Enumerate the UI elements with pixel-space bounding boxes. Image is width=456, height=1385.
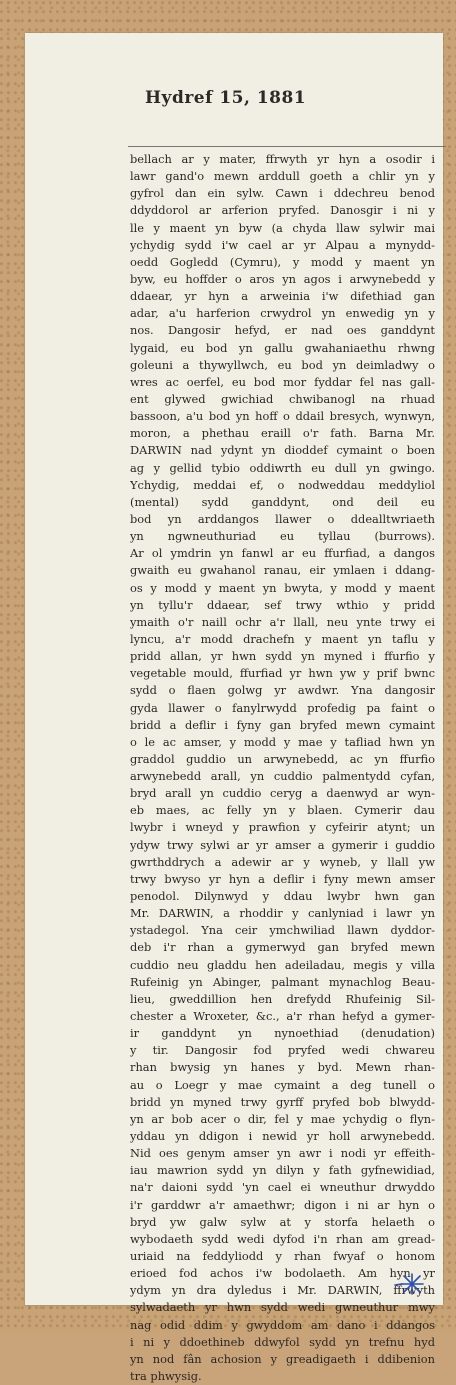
article-line: lle y maent yn byw (a chyda llaw sylwir mai [130, 220, 435, 235]
article-line: lawr gand'o mewn arddull goeth a chlir yn y [130, 169, 435, 184]
article-line: graddol guddio un arwynebedd, ac yn ffurfio [130, 751, 435, 766]
article-line: i'r garddwr a'r amaethwr; digon i ni ar hyn o [130, 1197, 435, 1212]
article-line: bridd yn myned trwy gyrff pryfed bob blwydd- [130, 1094, 435, 1109]
article-line: ddaear, yr hyn a arweinia i'w difethiad gan [130, 289, 435, 304]
article-line: yddau yn ddigon i newid yr holl arwynebedd. [130, 1129, 435, 1144]
article-line: moron, a phethau eraill o'r fath. Barna Mr. [130, 426, 435, 441]
article-line: ymaith o'r naill ochr a'r llall, neu ynte trwy ei [130, 614, 435, 629]
article-line: oedd Gogledd (Cymru), y modd y maent yn [130, 254, 435, 269]
article-line: arwynebedd arall, yn cuddio palmentydd cyfan, [130, 769, 435, 784]
article-line: deb i'r rhan a gymerwyd gan bryfed mewn [130, 940, 435, 955]
article-line: Nid oes genym amser yn awr i nodi yr effeith- [130, 1146, 435, 1161]
article-line: Ychydig, meddai ef, o nodweddau meddyliol [130, 477, 435, 492]
article-line: lieu, gweddillion hen drefydd Rhufeinig Sil- [130, 991, 435, 1006]
article-line: yn tyllu'r ddaear, sef trwy wthio y pridd [130, 597, 435, 612]
article-line: cuddio neu gladdu hen adeiladau, megis y villa [130, 957, 435, 972]
article-line: sylwadaeth yr hwn sydd wedi gwneuthur mwy [130, 1300, 435, 1315]
article-line: Ar ol ymdrin yn fanwl ar eu ffurfiad, a dangos [130, 546, 435, 561]
article-line: ddyddorol ar arferion pryfed. Danosgir i ni y [130, 203, 435, 218]
article-line: ychydig sydd i'w cael ar yr Alpau a mynydd- [130, 237, 435, 252]
article-line: chester a Wroxeter, &c., a'r rhan hefyd a gymer- [130, 1009, 435, 1024]
article-line: gwaith eu gwahanol ranau, eir ymlaen i ddang- [130, 563, 435, 578]
article-line: ag y gellid tybio oddiwrth eu dull yn gwingo. [130, 460, 435, 475]
article-line: bridd a deflir i fyny gan bryfed mewn cymaint [130, 717, 435, 732]
article-line: iau mawrion sydd yn dilyn y fath gyfnewidiad, [130, 1163, 435, 1178]
article-line: bryd yw galw sylw at y storfa helaeth o [130, 1214, 435, 1229]
article-line: gyfrol dan ein sylw. Cawn i ddechreu benod [130, 186, 435, 201]
article-line: penodol. Dilynwyd y ddau lwybr hwn gan [130, 889, 435, 904]
article-line: (mental) sydd ganddynt, ond deil eu [130, 494, 435, 509]
article-line: lwybr i wneyd y prawfion y cyfeirir atynt; un [130, 820, 435, 835]
article-line: ystadegol. Yna ceir ymchwiliad llawn dyddor- [130, 923, 435, 938]
article-line: erioed fod achos i'w bodolaeth. Am hyn yr [130, 1266, 435, 1281]
article-line: bassoon, a'u bod yn hoff o ddail bresych, wynwyn, [130, 409, 435, 424]
article-line: ent glywed gwichiad chwibanogl na rhuad [130, 391, 435, 406]
article-line: os y modd y maent yn bwyta, y modd y maent [130, 580, 435, 595]
article-line: ir ganddynt yn nynoethiad (denudation) [130, 1026, 435, 1041]
article-line: nag odid ddim y gwyddom am dano i ddangos [130, 1317, 435, 1332]
article-line: adar, a'u harferion crwydrol yn enwedig yn y [130, 306, 435, 321]
article-line: rhan bwysig yn hanes y byd. Mewn rhan- [130, 1060, 435, 1075]
article-line: nos. Dangosir hefyd, er nad oes ganddynt [130, 323, 435, 338]
article-line: lyncu, a'r modd drachefn y maent yn taflu y [130, 631, 435, 646]
article-line: eb maes, ac felly yn y blaen. Cymerir dau [130, 803, 435, 818]
article-line: goleuni a thywyllwch, eu bod yn deimladwy o [130, 357, 435, 372]
article-line: vegetable mould, ffurfiad yr hwn yw y prif bwnc [130, 666, 435, 681]
article-line: yn ngwneuthuriad eu tyllau (burrows). [130, 529, 435, 544]
article-line: i ni y ddoethineb ddwyfol sydd yn trefnu hyd [130, 1334, 435, 1349]
date-heading: Hydref 15, 1881 [145, 88, 307, 108]
article-line: au o Loegr y mae cymaint a deg tunell o [130, 1077, 435, 1092]
article-line: sydd o flaen golwg yr awdwr. Yna dangosir [130, 683, 435, 698]
article-line: DARWIN nad ydynt yn dioddef cymaint o boen [130, 443, 435, 458]
article-line: bellach ar y mater, ffrwyth yr hyn a osodir i [130, 152, 435, 166]
article-line: Rufeinig yn Abinger, palmant mynachlog Beau- [130, 974, 435, 989]
heading-rule [128, 146, 446, 147]
article-line: ydym yn dra dyledus i Mr. DARWIN, ffrwyth [130, 1283, 435, 1298]
article-column [130, 151, 435, 1385]
article-line: na'r daioni sydd 'yn cael ei wneuthur drwyddo [130, 1180, 435, 1195]
article-line: pridd allan, yr hwn sydd yn myned i ffurfio y [130, 649, 435, 664]
article-line: lygaid, eu bod yn gallu gwahaniaethu rhwng [130, 340, 435, 355]
article-line: trwy bwyso yr hyn a deflir i fyny mewn amser [130, 871, 435, 886]
article-line: gyda llawer o fanylrwydd profedig pa faint o [130, 700, 435, 715]
article-line: wybodaeth sydd wedi dyfod i'n rhan am gread- [130, 1231, 435, 1246]
article-line: o le ac amser, y modd y mae y tafliad hwn yn [130, 734, 435, 749]
article-line: tra phwysig. [130, 1368, 202, 1383]
article-line: yn ar bob acer o dir, fel y mae ychydig o flyn- [130, 1111, 435, 1126]
article-line: byw, eu hoffder o aros yn agos i arwynebedd y [130, 271, 435, 286]
article-line: ydyw trwy sylwi ar yr amser a gymerir i guddio [130, 837, 435, 852]
article-line: wres ac oerfel, eu bod mor fyddar fel nas gall- [130, 374, 435, 389]
article-line: uriaid na feddyliodd y rhan fwyaf o honom [130, 1249, 435, 1263]
article-line: bod yn arddangos llawer o ddealltwriaeth [130, 511, 435, 526]
article-line: bryd arall yn cuddio ceryg a daenwyd ar wyn- [130, 786, 435, 801]
article-line: gwrthddrych a adewir ar y wyneb, y llall yw [130, 854, 435, 869]
article-line: y tir. Dangosir fod pryfed wedi chwareu [130, 1043, 435, 1058]
article-line: yn nod fân achosion y greadigaeth i ddibenion [130, 1351, 435, 1366]
blue-ink-mark-icon [393, 1271, 431, 1297]
article-line: Mr. DARWIN, a rhoddir y canlyniad i lawr yn [130, 906, 435, 921]
